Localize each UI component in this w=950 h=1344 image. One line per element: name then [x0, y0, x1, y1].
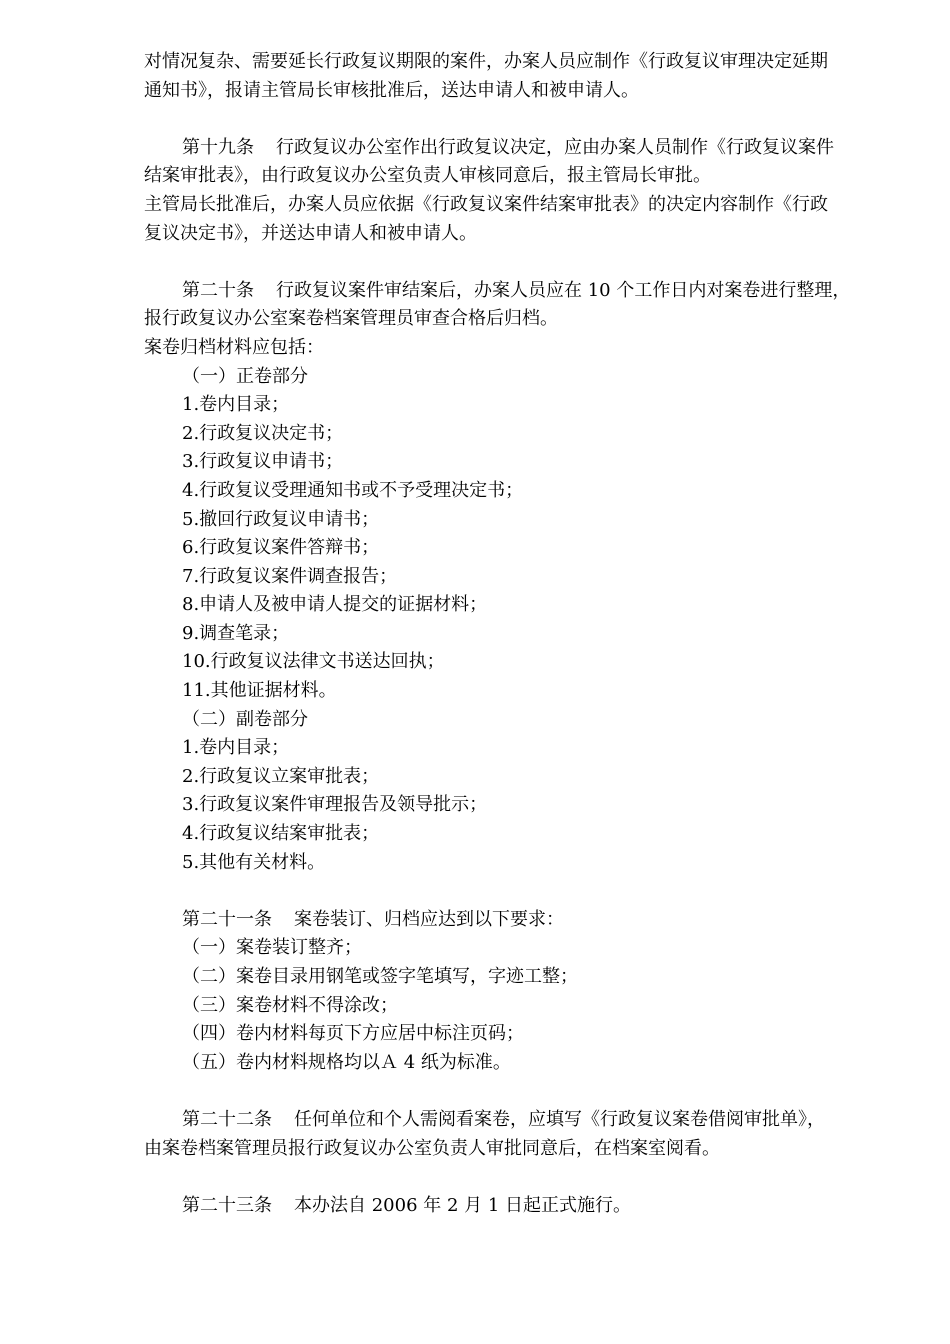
list-item: 1.卷内目录； — [182, 394, 290, 416]
list-item: 3.行政复议案件审理报告及领导批示； — [182, 794, 488, 816]
paragraph-line: 结案审批表》，由行政复议办公室负责人审核同意后，报主管局长审批。 — [144, 165, 711, 187]
article-21-line — [144, 906, 874, 935]
article-22-title: 第二十二条 — [182, 1108, 272, 1130]
section-heading-main: （一）正卷部分 — [182, 365, 308, 387]
list-item: 4.行政复议受理通知书或不予受理决定书； — [182, 479, 524, 501]
list-item: 7.行政复议案件调查报告； — [182, 565, 398, 587]
list-item: （五）卷内材料规格均以Ａ 4 纸为标准。 — [182, 1051, 511, 1073]
article-19-title: 第十九条 — [182, 136, 254, 158]
article-22-text: 任何单位和个人需阅看案卷，应填写《行政复议案卷借阅审批单》， — [294, 1108, 825, 1130]
document-body — [144, 48, 874, 1220]
article-20-title: 第二十条 — [182, 279, 254, 301]
paragraph-spacer — [144, 1163, 874, 1192]
list-item: 9.调查笔录； — [182, 622, 290, 644]
paragraph-line: 案卷归档材料应包括： — [144, 336, 324, 358]
list-item: （三）案卷材料不得涂改； — [182, 994, 398, 1016]
section-heading-sub: （二）副卷部分 — [182, 708, 308, 730]
article-19-text: 行政复议办公室作出行政复议决定，应由办案人员制作《行政复议案件 — [276, 136, 834, 158]
list-item: 5.其他有关材料。 — [182, 851, 326, 873]
paragraph-spacer — [144, 248, 874, 277]
article-23-text: 本办法自 2006 年 2 月 1 日起正式施行。 — [294, 1194, 632, 1216]
list-item: （二）案卷目录用钢笔或签字笔填写，字迹工整； — [182, 966, 578, 987]
article-21-text: 案卷装订、归档应达到以下要求： — [294, 908, 564, 930]
paragraph-line: 主管局长批准后，办案人员应依据《行政复议案件结案审批表》的决定内容制作《行政 — [144, 193, 828, 215]
list-item: 4.行政复议结案审批表； — [182, 823, 380, 845]
article-21-title: 第二十一条 — [182, 908, 272, 930]
list-item: 3.行政复议申请书； — [182, 451, 344, 473]
list-item: 2.行政复议立案审批表； — [182, 765, 380, 787]
list-item: （一）案卷装订整齐； — [182, 937, 362, 959]
article-22-line — [144, 1106, 874, 1135]
paragraph-line: 报行政复议办公室案卷档案管理员审查合格后归档。 — [144, 308, 558, 330]
list-item: 8.申请人及被申请人提交的证据材料； — [182, 594, 488, 616]
paragraph-line: 对情况复杂、需要延长行政复议期限的案件，办案人员应制作《行政复议审理决定延期 — [144, 51, 828, 72]
paragraph-spacer — [144, 877, 874, 906]
list-item: 5.撤回行政复议申请书； — [182, 508, 380, 530]
list-item: 11.其他证据材料。 — [182, 680, 337, 702]
paragraph-line: 复议决定书》，并送达申请人和被申请人。 — [144, 222, 477, 244]
list-item: 6.行政复议案件答辩书； — [182, 537, 380, 559]
article-23-line — [144, 1192, 874, 1221]
article-19-line — [144, 134, 874, 163]
list-item: （四）卷内材料每页下方应居中标注页码； — [182, 1023, 524, 1045]
article-20-line — [144, 277, 874, 306]
article-20-text: 行政复议案件审结案后，办案人员应在 10 个工作日内对案卷进行整理， — [276, 279, 851, 301]
paragraph-spacer — [144, 105, 874, 134]
paragraph-line: 由案卷档案管理员报行政复议办公室负责人审批同意后，在档案室阅看。 — [144, 1137, 720, 1159]
paragraph-line: 通知书》，报请主管局长审核批准后，送达申请人和被申请人。 — [144, 79, 639, 101]
list-item: 2.行政复议决定书； — [182, 422, 344, 444]
list-item: 10.行政复议法律文书送达回执； — [182, 651, 445, 673]
paragraph-spacer — [144, 1077, 874, 1106]
article-23-title: 第二十三条 — [182, 1194, 272, 1216]
list-item: 1.卷内目录； — [182, 737, 290, 759]
